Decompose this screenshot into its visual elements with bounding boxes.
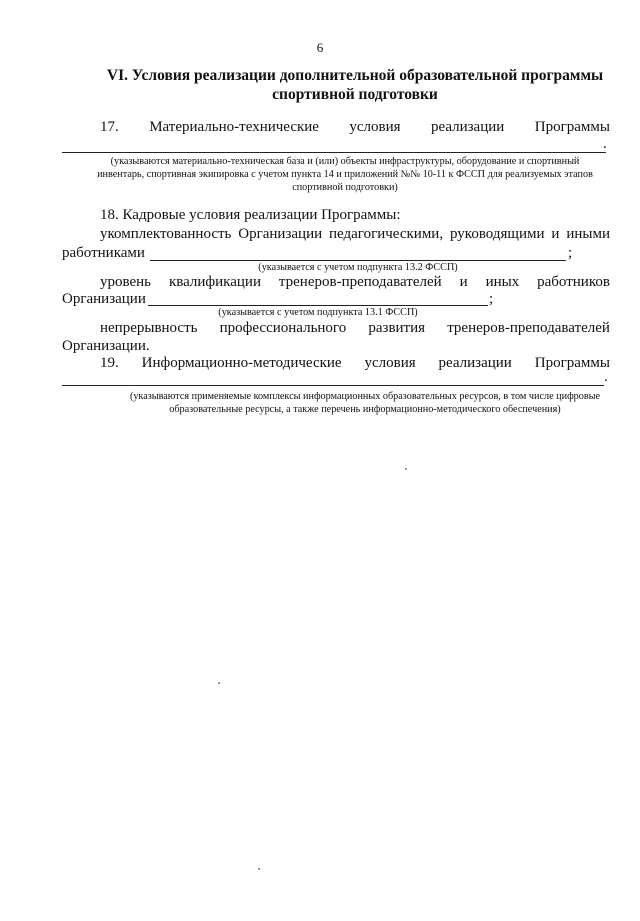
item-19-word: реализации	[438, 355, 512, 371]
staffing-hint: (указывается с учетом подпункта 13.2 ФССП)	[258, 262, 458, 273]
scan-speck	[218, 682, 220, 684]
scan-speck	[258, 868, 260, 870]
staffing-word: и	[551, 226, 560, 242]
item-17-word: реализации	[430, 119, 505, 135]
section-heading-line-1: VI. Условия реализации дополнительной образовательной программы	[106, 67, 604, 84]
staffing-word: Организации	[238, 226, 323, 242]
qualification-line-2: Организации	[62, 291, 146, 307]
qualification-word: и	[459, 274, 468, 290]
staffing-line-2: работниками	[62, 245, 145, 261]
page-number: 6	[316, 40, 324, 55]
item-17-hint-line-3: спортивной подготовки)	[292, 182, 398, 193]
development-word: развития	[368, 320, 426, 336]
scan-speck	[405, 468, 407, 470]
item-17-blank-line	[62, 152, 606, 153]
item-17-number: 17.	[100, 119, 119, 135]
development-word: тренеров-преподавателей	[447, 320, 610, 336]
staffing-line-1	[100, 226, 610, 243]
staffing-word: педагогическими,	[329, 226, 444, 242]
qualification-word: работников	[537, 274, 610, 290]
qualification-word: квалификации	[168, 274, 261, 290]
development-word: профессионального	[219, 320, 347, 336]
qualification-word: иных	[485, 274, 520, 290]
item-17-word: Программы	[534, 119, 610, 135]
item-17-word: условия	[349, 119, 401, 135]
item-19-end-mark: .	[604, 369, 608, 385]
qualification-hint: (указывается с учетом подпункта 13.1 ФССП)	[218, 307, 418, 318]
development-line-1	[100, 320, 610, 337]
item-17-line	[100, 119, 610, 136]
staffing-word: руководящими	[449, 226, 545, 242]
item-17-hint-line-2: инвентарь, спортивная экипировка с учетом пункта 14 и приложений №№ 10-11 к ФССП для реализуемых этапов	[97, 169, 593, 180]
item-19-word: Информационно-методические	[141, 355, 342, 371]
item-19-line	[100, 355, 610, 372]
qualification-end-mark: ;	[489, 291, 494, 307]
staffing-end-mark: ;	[568, 245, 573, 261]
development-word: непрерывность	[100, 320, 198, 336]
qualification-line-1	[100, 274, 610, 291]
development-line-2: Организации.	[62, 338, 150, 354]
staffing-word: укомплектованность	[100, 226, 232, 242]
item-18-heading: 18. Кадровые условия реализации Программы:	[100, 207, 401, 223]
item-19-hint-line-1: (указываются применяемые комплексы информационных образовательных ресурсов, в том числе цифровые	[129, 391, 601, 402]
qualification-word: тренеров-преподавателей	[278, 274, 442, 290]
item-19-word: условия	[364, 355, 416, 371]
item-19-hint-line-2: образовательные ресурсы, а также перечень информационно-методического обеспечения)	[169, 404, 561, 415]
staffing-word: иными	[566, 226, 610, 242]
item-17-end-mark: .	[603, 136, 607, 152]
item-17-hint-line-1: (указываются материально-техническая база и (или) объекты инфраструктуры, оборудование и спортивный	[110, 156, 580, 167]
item-17-word: Материально-технические	[149, 119, 319, 135]
item-19-number: 19.	[100, 355, 119, 371]
qualification-word: уровень	[100, 274, 152, 290]
section-heading-line-2: спортивной подготовки	[272, 86, 438, 103]
item-19-blank-line	[62, 385, 604, 386]
item-19-word: Программы	[534, 355, 610, 371]
